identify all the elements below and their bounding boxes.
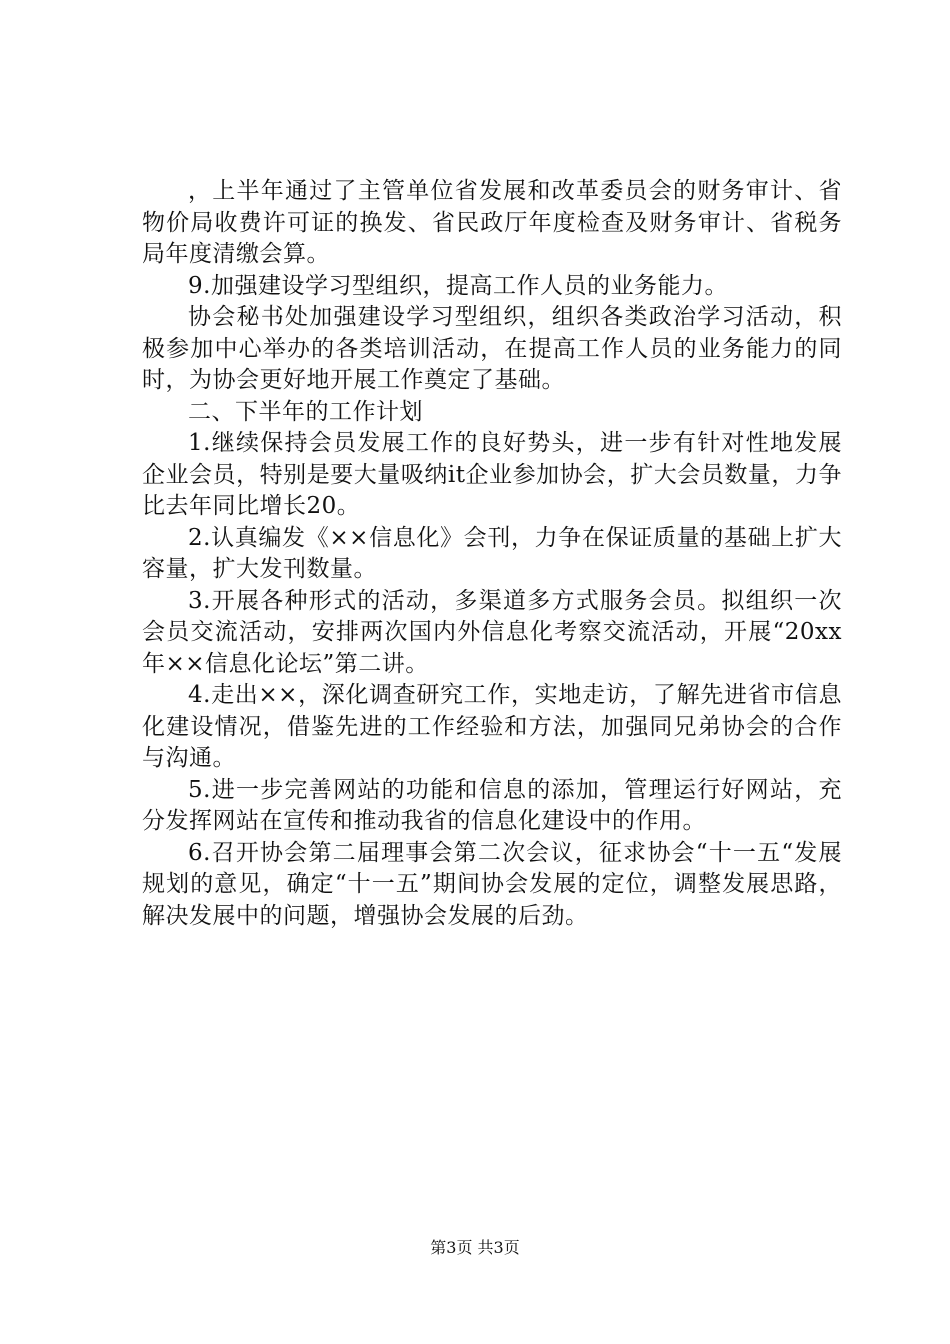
paragraph-item-9-heading: 9.加强建设学习型组织，提高工作人员的业务能力。: [188, 272, 728, 299]
document-body: [142, 176, 842, 932]
paragraph-plan-item-6: 6.召开协会第二届理事会第二次会议，征求协会“十一五“发展规划的意见，确定“十一五”期间协会发展的定位，调整发展思路，解决发展中的问题，增强协会发展的后劲。: [142, 839, 842, 929]
paragraph-plan-item-1: 1.继续保持会员发展工作的良好势头，进一步有针对性地发展企业会员，特别是要大量吸纳it企业参加协会，扩大会员数量，力争比去年同比增长20。: [142, 430, 842, 519]
paragraph-plan-item-4: 4.走出××，深化调查研究工作，实地走访，了解先进省市信息化建设情况，借鉴先进的工作经验和方法，加强同兄弟协会的合作与沟通。: [142, 682, 842, 771]
paragraph-learning-organization: 协会秘书处加强建设学习型组织，组织各类政治学习活动，积极参加中心举办的各类培训活动，在提高工作人员的业务能力的同时，为协会更好地开展工作奠定了基础。: [142, 304, 842, 393]
section-heading-second-half-plan: 二、下半年的工作计划: [188, 398, 423, 425]
paragraph-plan-item-2: 2.认真编发《××信息化》会刊，力争在保证质量的基础上扩大容量，扩大发刊数量。: [142, 524, 842, 582]
paragraph-plan-item-3: 3.开展各种形式的活动，多渠道多方式服务会员。拟组织一次会员交流活动，安排两次国内外信息化考察交流活动，开展“20xx年××信息化论坛”第二讲。: [142, 587, 842, 677]
paragraph-plan-item-5: 5.进一步完善网站的功能和信息的添加，管理运行好网站，充分发挥网站在宣传和推动我省的信息化建设中的作用。: [142, 776, 842, 834]
paragraph-audit-summary: ，上半年通过了主管单位省发展和改革委员会的财务审计、省物价局收费许可证的换发、省民政厅年度检查及财务审计、省税务局年度清缴会算。: [142, 178, 842, 267]
page-footer: 第3页 共3页: [430, 1238, 520, 1257]
